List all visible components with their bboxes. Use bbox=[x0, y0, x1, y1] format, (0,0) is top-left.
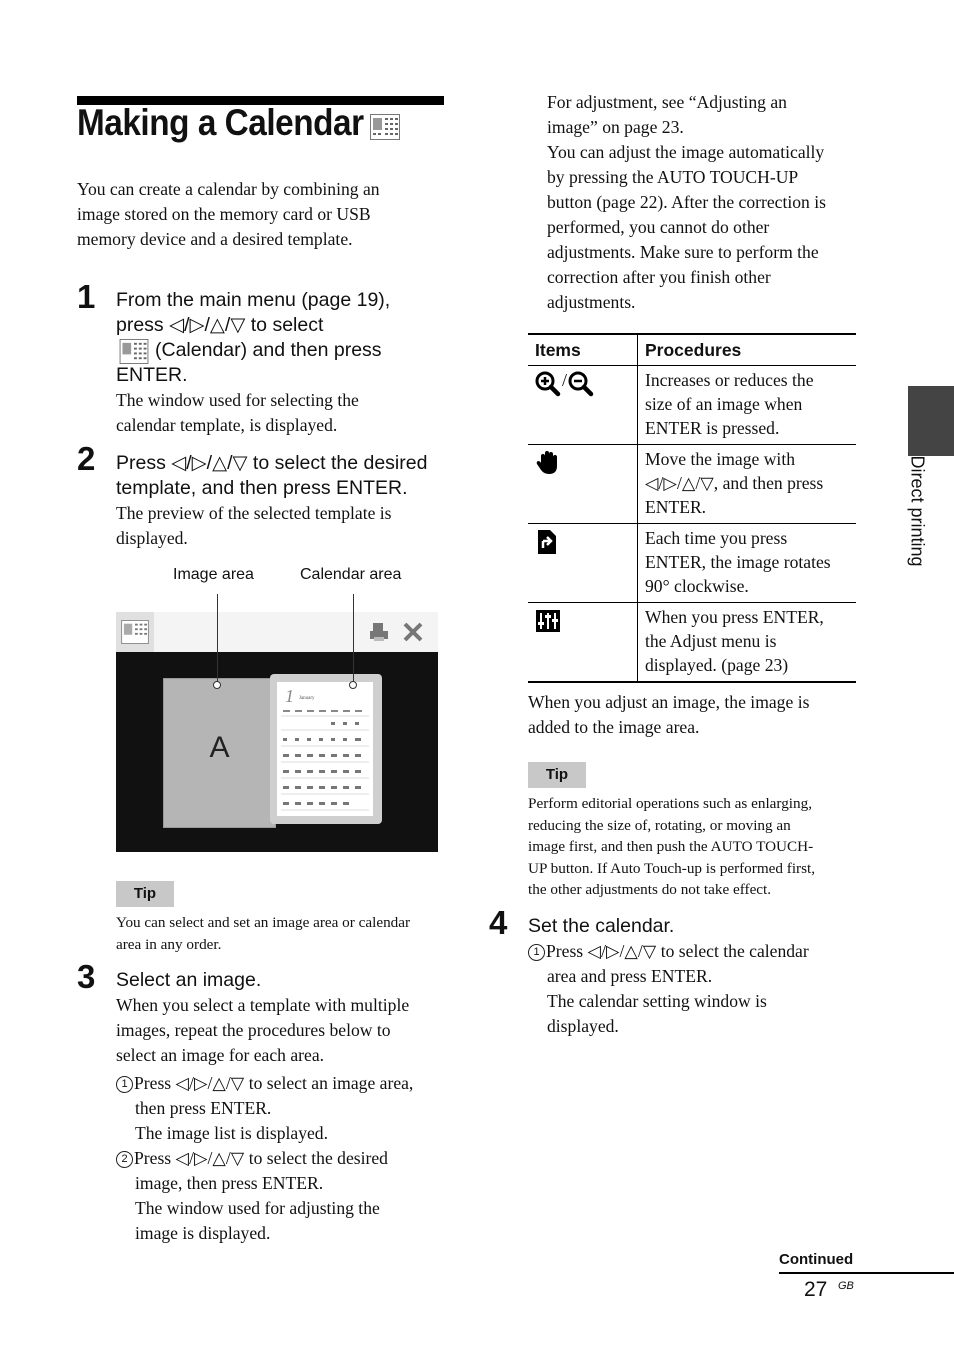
image-area-letter: A bbox=[209, 731, 230, 764]
tip-line: image first, and then push the AUTO TOUCH- bbox=[528, 838, 814, 855]
table-row bbox=[528, 603, 856, 683]
step-heading-line: template, and then press ENTER. bbox=[116, 477, 408, 499]
step-3-heading: Select an image. bbox=[116, 969, 262, 991]
intro-line: adjustments. Make sure to perform the bbox=[547, 242, 819, 262]
procedure-line: ENTER is pressed. bbox=[645, 418, 780, 438]
intro-line: image stored on the memory card or USB bbox=[77, 204, 371, 224]
procedure-line: When you press ENTER, bbox=[645, 607, 824, 627]
step-2-heading bbox=[116, 451, 427, 501]
continued-label: Continued bbox=[779, 1251, 854, 1268]
step-body-line: calendar template, is displayed. bbox=[116, 415, 338, 435]
chapter-label bbox=[902, 455, 932, 600]
page-title: Making a Calendar bbox=[77, 102, 364, 143]
print-icon[interactable] bbox=[368, 621, 390, 643]
zoom-out-icon bbox=[568, 371, 594, 397]
substep-line: image is displayed. bbox=[135, 1223, 271, 1243]
calendar-month-number: 1 bbox=[285, 686, 294, 706]
page-number: 27 bbox=[804, 1278, 828, 1301]
tip-badge: Tip bbox=[528, 762, 586, 788]
tip-line: You can select and set an image area or calendar bbox=[116, 914, 411, 931]
intro-line: by pressing the AUTO TOUCH-UP bbox=[547, 167, 799, 187]
substep-line: image, then press ENTER. bbox=[135, 1173, 324, 1193]
calendar-area-label: Calendar area bbox=[300, 566, 402, 583]
adjust-sliders-icon bbox=[535, 608, 561, 634]
substep-line: Press ◁/▷/△/▽ to select the calendar bbox=[546, 941, 809, 961]
step-2-body bbox=[116, 501, 392, 551]
procedure-line: Move the image with bbox=[645, 449, 796, 469]
table-cell-icon bbox=[528, 445, 638, 524]
page-region: GB bbox=[838, 1280, 854, 1292]
step-body-line: displayed. bbox=[116, 528, 188, 548]
step-4-number: 4 bbox=[489, 904, 508, 941]
calendar-area-leader-dot bbox=[349, 681, 357, 689]
chapter-label-text: Direct printing bbox=[907, 455, 928, 567]
tip-line: reducing the size of, rotating, or moving an bbox=[528, 816, 791, 834]
column-header-procedures: Procedures bbox=[638, 334, 857, 366]
intro-line: memory device and a desired template. bbox=[77, 229, 353, 249]
step-body-line: The window used for selecting the bbox=[116, 390, 359, 410]
step-3-number: 3 bbox=[77, 958, 96, 995]
calendar-month-name: January bbox=[299, 696, 315, 701]
substep bbox=[116, 1071, 413, 1146]
intro-line: image” on page 23. bbox=[547, 117, 684, 137]
intro-line: performed, you cannot do other bbox=[547, 217, 770, 237]
calendar-area-leader bbox=[353, 594, 354, 684]
procedure-line: 90° clockwise. bbox=[645, 576, 749, 596]
step-3-substeps bbox=[116, 1071, 413, 1246]
calendar-icon bbox=[118, 339, 150, 364]
table-cell-icon bbox=[528, 603, 638, 683]
substep-line: Press ◁/▷/△/▽ to select an image area, bbox=[134, 1073, 414, 1093]
table-cell-procedure bbox=[638, 603, 857, 683]
procedure-line: Increases or reduces the bbox=[645, 370, 814, 390]
table-cell-procedure bbox=[638, 524, 857, 603]
intro-line: button (page 22). After the correction is bbox=[547, 192, 826, 212]
calendar-icon bbox=[370, 114, 400, 140]
step-body-line: The preview of the selected template is bbox=[116, 503, 392, 523]
substep-line: The image list is displayed. bbox=[135, 1123, 329, 1143]
table-row bbox=[528, 445, 856, 524]
step-1-body bbox=[116, 388, 359, 438]
intro-line: correction after you finish other bbox=[547, 267, 771, 287]
template-button[interactable] bbox=[116, 612, 154, 652]
table-cell-icon bbox=[528, 366, 638, 445]
adjustment-intro bbox=[547, 90, 826, 315]
procedure-line: ENTER, the image rotates bbox=[645, 552, 831, 572]
image-area-leader bbox=[217, 594, 218, 684]
procedure-line: displayed. (page 23) bbox=[645, 655, 789, 675]
substep-line: area and press ENTER. bbox=[547, 966, 713, 986]
table-cell-procedure bbox=[638, 445, 857, 524]
procedure-line: size of an image when bbox=[645, 394, 803, 414]
calendar-area[interactable] bbox=[270, 674, 382, 824]
close-icon[interactable] bbox=[402, 622, 424, 642]
step-heading-line: ENTER. bbox=[116, 364, 188, 386]
text-line: added to the image area. bbox=[528, 717, 700, 737]
calendar-grid bbox=[281, 708, 369, 812]
table-row bbox=[528, 366, 856, 445]
step-4-heading: Set the calendar. bbox=[528, 915, 675, 937]
substep-marker: 2 bbox=[116, 1151, 133, 1168]
step-heading-line: From the main menu (page 19), bbox=[116, 289, 391, 311]
procedure-line: Each time you press bbox=[645, 528, 788, 548]
intro-paragraph bbox=[77, 177, 380, 252]
step-heading-line: (Calendar) and then press bbox=[155, 339, 382, 361]
column-header-items: Items bbox=[528, 334, 638, 366]
procedure-line: the Adjust menu is bbox=[645, 631, 777, 651]
image-area[interactable] bbox=[163, 678, 276, 828]
step-body-line: images, repeat the procedures below to bbox=[116, 1020, 391, 1040]
zoom-in-icon bbox=[535, 371, 561, 397]
procedures-table bbox=[528, 333, 856, 683]
substep-line: displayed. bbox=[547, 1016, 619, 1036]
step-body-line: When you select a template with multiple bbox=[116, 995, 410, 1015]
after-table-text bbox=[528, 690, 809, 740]
tip-text bbox=[116, 912, 410, 955]
tip-line: area in any order. bbox=[116, 935, 222, 953]
step-heading-line: Press ◁/▷/△/▽ to select the desired bbox=[116, 452, 428, 474]
substep-line: The window used for adjusting the bbox=[135, 1198, 380, 1218]
step-heading-line: press ◁/▷/△/▽ to select bbox=[116, 314, 324, 336]
substep bbox=[116, 1146, 413, 1246]
table-row bbox=[528, 524, 856, 603]
intro-line: adjustments. bbox=[547, 292, 636, 312]
calendar-icon bbox=[121, 620, 149, 644]
procedure-line: ENTER. bbox=[645, 497, 707, 517]
template-preview-screen bbox=[116, 612, 438, 852]
tip-line: Perform editorial operations such as enlarging, bbox=[528, 795, 812, 812]
image-area-label: Image area bbox=[173, 566, 254, 583]
step-1-number: 1 bbox=[77, 278, 96, 315]
continued-rule bbox=[779, 1272, 954, 1274]
step-2-number: 2 bbox=[77, 440, 96, 477]
image-area-leader-dot bbox=[213, 681, 221, 689]
substep-line: Press ◁/▷/△/▽ to select the desired bbox=[134, 1148, 388, 1168]
intro-line: You can create a calendar by combining an bbox=[77, 179, 380, 199]
procedure-line: ◁/▷/△/▽, and then press bbox=[645, 473, 824, 493]
tip-badge: Tip bbox=[116, 881, 174, 907]
hand-move-icon bbox=[535, 450, 561, 476]
step-1-heading bbox=[116, 288, 390, 388]
rotate-icon bbox=[535, 529, 561, 555]
tip-line: the other adjustments do not take effect. bbox=[528, 881, 772, 898]
tip-line: UP button. If Auto Touch-up is performed first, bbox=[528, 859, 816, 877]
tip-text bbox=[528, 793, 815, 901]
icon-separator: / bbox=[562, 370, 568, 390]
text-line: When you adjust an image, the image is bbox=[528, 692, 810, 712]
substep-line: then press ENTER. bbox=[135, 1098, 272, 1118]
substep-marker: 1 bbox=[116, 1076, 133, 1093]
intro-line: You can adjust the image automatically bbox=[547, 142, 825, 162]
table-cell-procedure bbox=[638, 366, 857, 445]
substep-line: The calendar setting window is bbox=[547, 991, 767, 1011]
intro-line: For adjustment, see “Adjusting an bbox=[547, 92, 787, 112]
table-header-row bbox=[528, 334, 856, 366]
step-body-line: select an image for each area. bbox=[116, 1045, 325, 1065]
calendar-page bbox=[277, 682, 373, 816]
step-3-body bbox=[116, 993, 409, 1068]
substep-marker: 1 bbox=[528, 944, 545, 961]
table-cell-icon bbox=[528, 524, 638, 603]
step-4-substeps bbox=[528, 939, 809, 1039]
chapter-tab bbox=[908, 386, 954, 456]
